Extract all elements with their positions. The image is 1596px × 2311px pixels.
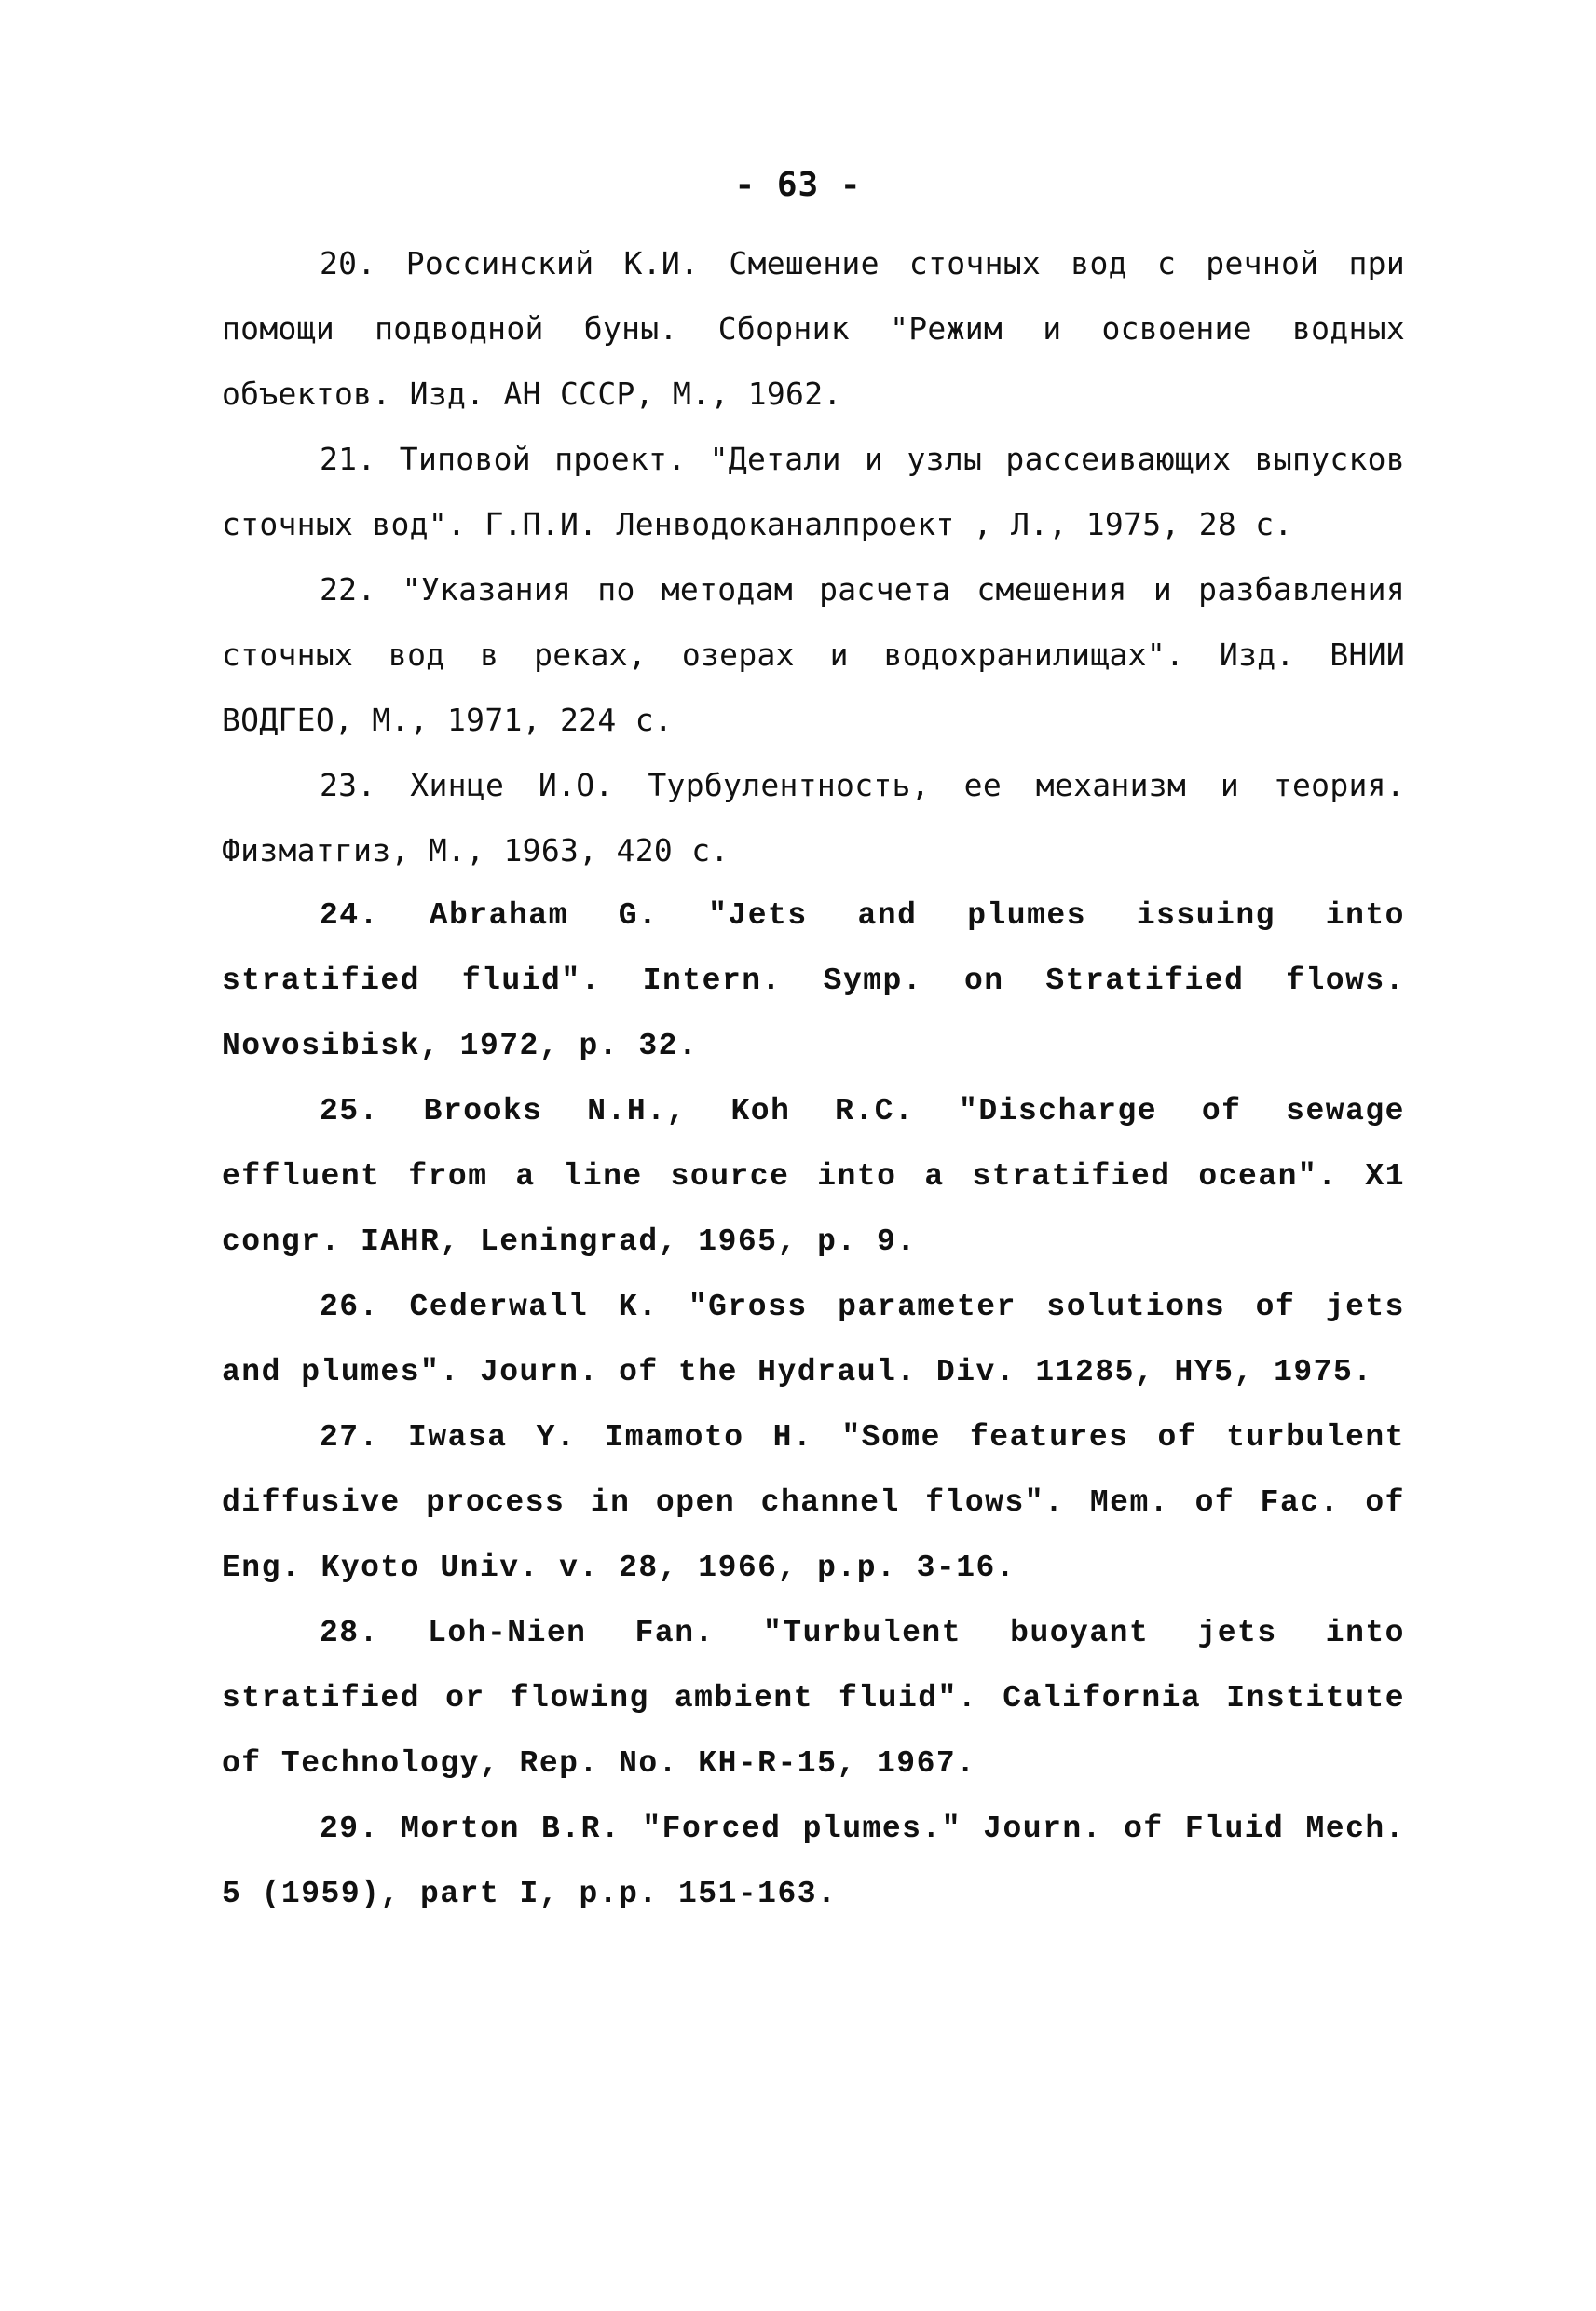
reference-text: Хинце И.О. Турбулентность, ее механизм и теория. Физматгиз, М., 1963, 420 с. (222, 767, 1405, 868)
reference-number: 20. (320, 245, 376, 281)
reference-number: 23. (320, 767, 376, 803)
reference-number: 27. (320, 1420, 379, 1455)
reference-item (222, 753, 1405, 883)
reference-list (222, 231, 1405, 1927)
reference-item (222, 1601, 1405, 1797)
reference-number: 22. (320, 571, 376, 608)
reference-number: 26. (320, 1290, 379, 1324)
page-number: - 63 - (734, 166, 862, 204)
reference-item (222, 557, 1405, 753)
reference-item (222, 1797, 1405, 1927)
reference-item (222, 883, 1405, 1079)
reference-text: Типовой проект. "Детали и узлы рассеивающих выпусков сточных вод". Г.П.И. Ленводоканалпроект , Л., 1975, 28 с. (222, 441, 1406, 542)
reference-text: Россинский К.И. Смешение сточных вод с речной при помощи подводной буны. Сборник "Режим и освоение водных объектов. Изд. АН СССР, М., 1962. (222, 245, 1406, 412)
reference-text: Morton B.R. "Forced plumes." Journ. of Fluid Mech. 5 (1959), part I, p.p. 151-163. (222, 1812, 1405, 1911)
reference-number: 25. (320, 1094, 379, 1128)
reference-number: 29. (320, 1812, 379, 1846)
reference-number: 21. (320, 441, 376, 477)
reference-text: Cederwall K. "Gross parameter solutions of jets and plumes". Journ. of the Hydraul. Div. 11285, HY5, 1975. (222, 1290, 1405, 1389)
reference-item (222, 427, 1405, 557)
reference-text: Abraham G. "Jets and plumes issuing into stratified fluid". Intern. Symp. on Stratified flows. Novosibisk, 1972, p. 32. (222, 898, 1405, 1063)
reference-text: Loh-Nien Fan. "Turbulent buoyant jets into stratified or flowing ambient fluid". California Institute of Technology, Rep. No. KH-R-15, 1967. (222, 1616, 1405, 1781)
reference-number: 28. (320, 1616, 379, 1650)
reference-item (222, 1275, 1405, 1405)
reference-text: Iwasa Y. Imamoto H. "Some features of turbulent diffusive process in open channel flows". Mem. of Fac. of Eng. Kyoto Univ. v. 28, 1966, p.p. 3-16. (222, 1420, 1405, 1585)
reference-text: "Указания по методам расчета смешения и разбавления сточных вод в реках, озерах и водохранилищах". Изд. ВНИИ ВОДГЕО, М., 1971, 224 с. (222, 571, 1405, 738)
reference-item (222, 231, 1405, 427)
reference-text: Brooks N.H., Koh R.C. "Discharge of sewage effluent from a line source into a stratified ocean". X1 congr. IAHR, Leningrad, 1965, p. 9. (222, 1094, 1405, 1259)
reference-item (222, 1405, 1405, 1601)
reference-item (222, 1079, 1405, 1275)
reference-number: 24. (320, 898, 379, 933)
